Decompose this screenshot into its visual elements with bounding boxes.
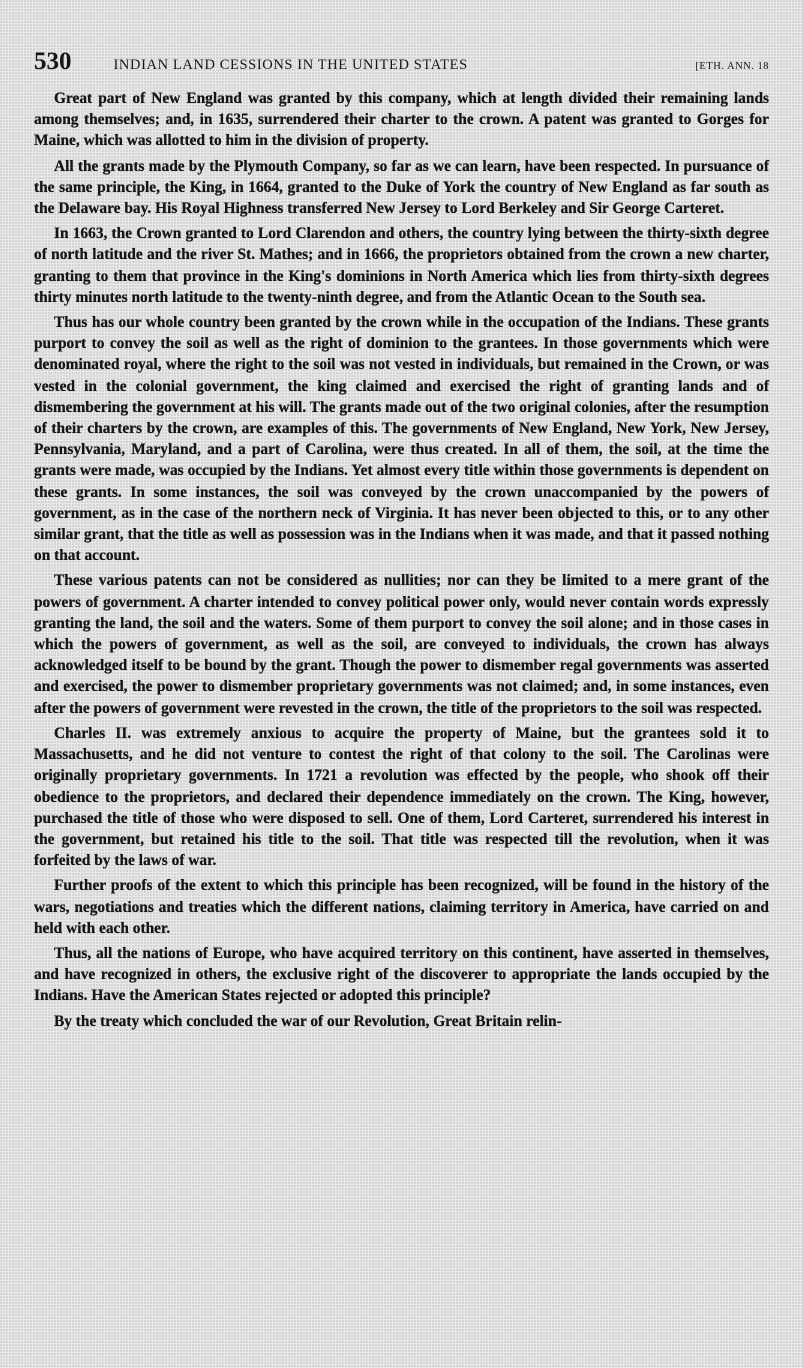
paragraph: Thus has our whole country been granted by the crown while in the occupation of the Indians. These grants purport to convey the soil as well as the right of dominion to the grantees. In those governments which were denominated royal, where the right to the soil was not vested in individuals, but remained in the Crown, or was vested in the colonial government, the king claimed and exercised the right of granting lands and of dismembering the government at his will. The grants made out of the two original colonies, after the resumption of their charters by the crown, are examples of this. The governments of New England, New York, New Jersey, Pennsylvania, Maryland, and a part of Carolina, were thus created. In all of them, the soil, at the time the grants were made, was occupied by the Indians. Yet almost every title within those governments is dependent on these grants. In some instances, the soil was conveyed by the crown unaccompanied by the powers of government, as in the case of the northern neck of Virginia. It has never been objected to this, or to any other similar grant, that the title as well as possession was in the Indians when it was made, and that it passed nothing on that account. xyxy=(34,314,769,565)
paragraph: Thus, all the nations of Europe, who have acquired territory on this continent, have asserted in themselves, and have recognized in others, the exclusive right of the discoverer to appropriate the lands occupied by the Indians. Have the American States rejected or adopted this principle? xyxy=(34,944,769,1005)
paragraph: By the treaty which concluded the war of our Revolution, Great Britain relin- xyxy=(54,1012,562,1030)
paragraph: Charles II. was extremely anxious to acquire the property of Maine, but the grantees sold it to Massachusetts, and he did not venture to contest the right of that colony to the soil. The Carolinas were originally proprietary governments. In 1721 a revolution was effected by the people, who shook off their obedience to the proprietors, and declared their dependence immediately on the crown. The King, however, purchased the title of those who were disposed to sell. One of them, Lord Carteret, surrendered his interest in the government, but retained his title to the soil. That title was respected till the revolution, when it was forfeited by the laws of war. xyxy=(34,724,769,870)
running-title: INDIAN LAND CESSIONS IN THE UNITED STATES xyxy=(113,57,468,73)
running-reference: [ETH. ANN. 18 xyxy=(695,61,769,72)
paragraph: These various patents can not be considered as nullities; nor can they be limited to a mere grant of the powers of government. A charter intended to convey political power only, would never contain words expressly granting the land, the soil and the waters. Some of them purport to convey the soil alone; and in those cases in which the powers of government, as well as the soil, are conveyed to individuals, the crown has always acknowledged itself to be bound by the grant. Though the power to dismember regal governments was asserted and exercised, the power to dismember proprietary governments was not claimed; and, in some instances, even after the powers of government were revested in the crown, the title of the proprietors to the soil was respected. xyxy=(34,572,769,717)
body-text xyxy=(34,88,769,1032)
paragraph: In 1663, the Crown granted to Lord Clarendon and others, the country lying between the thirty-sixth degree of north latitude and the river St. Mathes; and in 1666, the proprietors obtained from the crown a new charter, granting to them that province in the King's dominions in North America which lies from thirty-sixth degrees thirty minutes north latitude to the twenty-ninth degree, and from the Atlantic Ocean to the South sea. xyxy=(34,225,769,306)
page-header xyxy=(34,48,769,76)
page-number: 530 xyxy=(34,48,72,75)
paragraph: Great part of New England was granted by this company, which at length divided their remaining lands among themselves; and, in 1635, surrendered their charter to the crown. A patent was granted to Gorges for Maine, which was allotted to him in the division of property. xyxy=(34,90,769,150)
paragraph: All the grants made by the Plymouth Company, so far as we can learn, have been respected. In pursuance of the same principle, the King, in 1664, granted to the Duke of York the country of New England as far south as the Delaware bay. His Royal Highness transferred New Jersey to Lord Berkeley and Sir George Carteret. xyxy=(34,157,769,218)
paragraph: Further proofs of the extent to which this principle has been recognized, will be found in the history of the wars, negotiations and treaties which the different nations, claiming territory in America, have carried on and held with each other. xyxy=(34,877,769,937)
